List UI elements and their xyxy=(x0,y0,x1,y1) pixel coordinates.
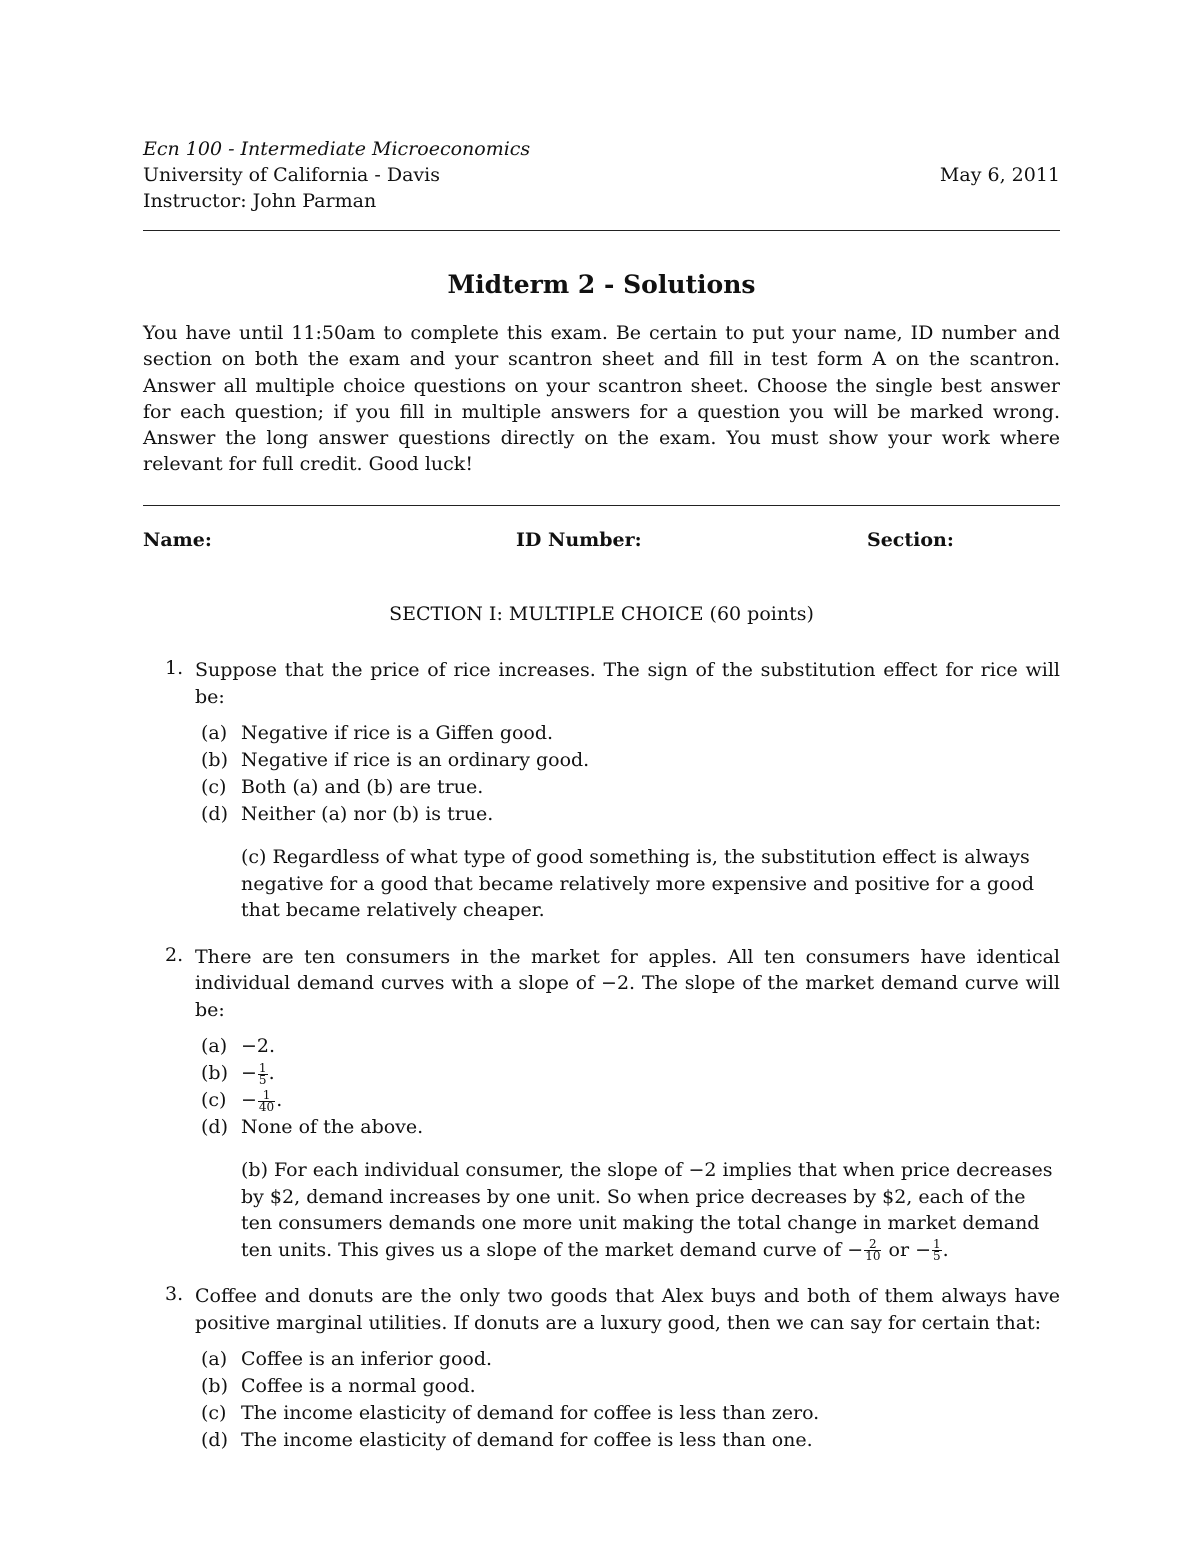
option-letter: (a) xyxy=(201,1348,228,1370)
name-label: Name: xyxy=(143,529,212,551)
option-letter: (b) xyxy=(201,1375,228,1397)
question-1 xyxy=(143,657,1060,924)
option-a xyxy=(195,1346,1060,1373)
option-letter: (b) xyxy=(201,1062,228,1084)
option-text: None of the above. xyxy=(241,1116,424,1138)
option-c xyxy=(195,1400,1060,1427)
option-prefix: − xyxy=(241,1062,257,1084)
option-letter: (a) xyxy=(201,722,228,744)
instructions-paragraph: You have until 11:50am to complete this exam. Be certain to put your name, ID number and section on both the exam and your scantron sheet and fill in test form A on the scantron. Answer all multiple choice questions on your scantron sheet. Choose the single best answer for each question; if you fill in multiple answers for a question you will be marked wrong. Answer the long answer questions directly on the exam. You must show your work where relevant for full credit. Good luck! xyxy=(143,322,1060,476)
fraction-numerator: 1 xyxy=(933,1237,941,1251)
option-b xyxy=(195,1373,1060,1400)
question-number: 1. xyxy=(165,657,184,679)
question-2 xyxy=(143,944,1060,1264)
fraction xyxy=(932,1239,942,1262)
fraction-numerator: 1 xyxy=(258,1060,267,1075)
answer-text-end: . xyxy=(942,1238,949,1261)
option-text: The income elasticity of demand for coffee is less than one. xyxy=(241,1429,813,1451)
fraction-denominator: 5 xyxy=(933,1249,941,1263)
question-3 xyxy=(143,1283,1060,1454)
option-text: Negative if rice is a Giffen good. xyxy=(241,722,554,744)
option-letter: (d) xyxy=(201,1116,228,1138)
option-c xyxy=(195,1087,1060,1114)
question-text: There are ten consumers in the market for apples. All ten consumers have identical individual demand curves with a slope of −2. The slope of the market demand curve will be: xyxy=(195,945,1060,1021)
option-text: Both (a) and (b) are true. xyxy=(241,776,484,798)
section-heading: SECTION I: MULTIPLE CHOICE (60 points) xyxy=(389,603,814,625)
option-list xyxy=(195,720,1060,828)
course-title: Ecn 100 - Intermediate Microeconomics xyxy=(143,138,531,160)
option-text: Negative if rice is an ordinary good. xyxy=(241,749,590,771)
question-number: 2. xyxy=(165,943,184,966)
option-letter: (b) xyxy=(201,749,228,771)
option-a xyxy=(195,720,1060,747)
instructions-divider xyxy=(143,505,1060,506)
exam-date: May 6, 2011 xyxy=(939,164,1060,186)
option-letter: (d) xyxy=(201,1429,228,1451)
section-label: Section: xyxy=(867,529,954,551)
answer-text-mid: or − xyxy=(882,1238,931,1261)
option-text: Coffee is a normal good. xyxy=(241,1375,476,1397)
option-d xyxy=(195,1427,1060,1454)
option-list xyxy=(195,1033,1060,1141)
answer-explanation xyxy=(241,1157,1060,1263)
student-fields xyxy=(143,529,1060,555)
fraction-numerator: 2 xyxy=(864,1239,881,1251)
question-text: Suppose that the price of rice increases. The sign of the substitution effect for rice will be: xyxy=(195,659,1060,708)
page-title: Midterm 2 - Solutions xyxy=(447,270,756,299)
option-prefix: − xyxy=(241,1089,257,1111)
university-line xyxy=(143,162,1060,188)
instructor-line: Instructor: John Parman xyxy=(143,190,377,212)
option-c xyxy=(195,774,1060,801)
university-name: University of California - Davis xyxy=(143,164,440,186)
option-letter: (a) xyxy=(201,1035,228,1057)
option-text: Neither (a) nor (b) is true. xyxy=(241,803,494,825)
fraction-denominator: 5 xyxy=(258,1072,267,1087)
option-letter: (c) xyxy=(201,776,227,798)
option-suffix: . xyxy=(268,1062,275,1084)
option-suffix: . xyxy=(276,1089,283,1111)
question-text: Coffee and donuts are the only two goods that Alex buys and both of them always have positive marginal utilities. If donuts are a luxury good, then we can say for certain that: xyxy=(195,1285,1060,1334)
option-letter: (c) xyxy=(201,1402,227,1424)
option-text: −2. xyxy=(241,1035,276,1057)
option-b xyxy=(195,747,1060,774)
fraction-denominator: 40 xyxy=(258,1099,275,1114)
exam-page xyxy=(143,136,1060,1454)
header-divider xyxy=(143,230,1060,231)
answer-explanation: (c) Regardless of what type of good something is, the substitution effect is always negative for a good that became relatively more expensive and positive for a good that became relatively cheaper. xyxy=(241,846,1035,921)
id-number-label: ID Number: xyxy=(516,529,642,551)
option-letter: (c) xyxy=(201,1089,227,1111)
option-letter: (d) xyxy=(201,803,228,825)
option-d xyxy=(195,801,1060,828)
fraction-denominator: 10 xyxy=(865,1249,881,1263)
option-d xyxy=(195,1114,1060,1141)
option-b xyxy=(195,1060,1060,1087)
option-text: The income elasticity of demand for coffee is less than zero. xyxy=(241,1402,820,1424)
fraction xyxy=(258,1060,268,1087)
option-a xyxy=(195,1033,1060,1060)
fraction-numerator: 1 xyxy=(258,1090,275,1102)
fraction xyxy=(258,1087,275,1114)
option-text: Coffee is an inferior good. xyxy=(241,1348,493,1370)
question-number: 3. xyxy=(165,1283,184,1305)
fraction xyxy=(864,1239,881,1262)
answer-text: (b) For each individual consumer, the slope of −2 implies that when price decreases by $2, demand increases by one unit. So when price decreases by $2, each of the ten consumers demands one more unit making the total change in market demand ten units. This gives us a slope of the market demand curve of − xyxy=(241,1159,1053,1261)
option-list xyxy=(195,1346,1060,1454)
